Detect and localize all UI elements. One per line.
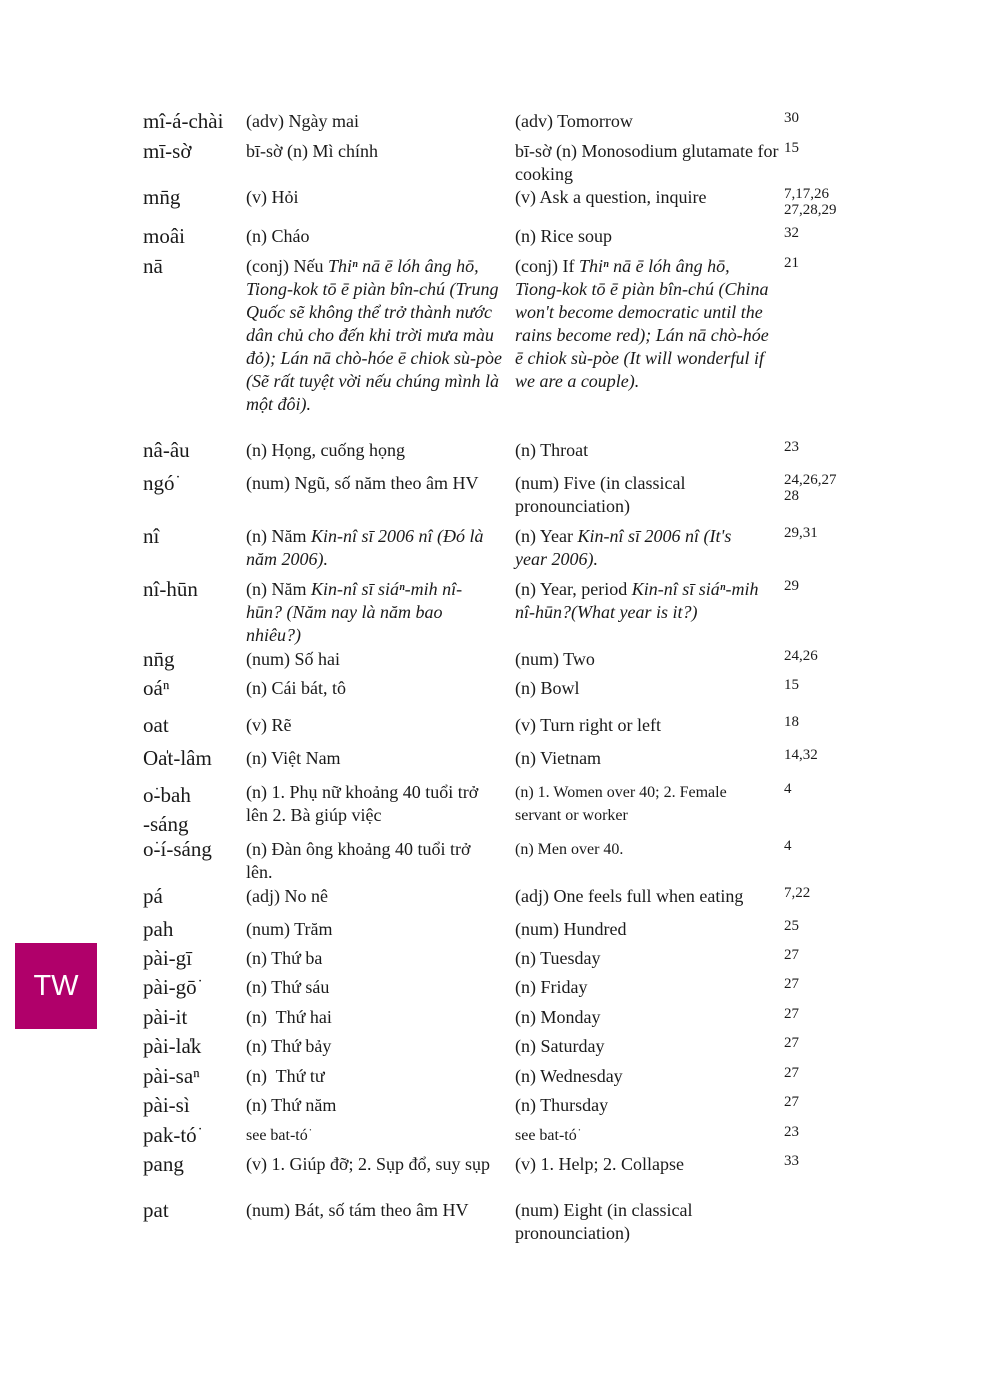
entry-pages: 24,26 xyxy=(784,648,818,664)
entry-term xyxy=(143,781,243,839)
entry-english: (v) 1. Help; 2. Collapse xyxy=(515,1154,684,1174)
entry-english: (adv) Tomorrow xyxy=(515,111,633,131)
entry-english-example: Kin-nî sī 2006 nî (It's year 2006). xyxy=(515,526,732,569)
entry-pages: 23 xyxy=(784,439,799,455)
entry-english xyxy=(515,525,765,571)
entry-pages: 15 xyxy=(784,140,799,156)
entry-term: pài-saⁿ xyxy=(143,1064,200,1088)
entry-term: nā xyxy=(143,254,163,278)
entry-vietnamese: (adv) Ngày mai xyxy=(246,111,359,131)
entry-vietnamese xyxy=(246,255,504,416)
entry-vietnamese: (v) 1. Giúp đỡ; 2. Sụp đổ, suy sụp xyxy=(246,1154,491,1174)
entry-pages: 27 xyxy=(784,1035,799,1051)
entry-term: nn̄g xyxy=(143,647,175,671)
entry-vietnamese: (n) Thứ hai xyxy=(246,1007,332,1027)
entry-pages: 32 xyxy=(784,225,799,241)
entry-english: (num) Eight (in classical pronounciation) xyxy=(515,1200,693,1243)
entry-english: (num) Two xyxy=(515,649,595,669)
entry-vietnamese: (n) Đàn ông khoảng 40 tuổi trở lên. xyxy=(246,839,471,882)
entry-vietnamese: (num) Trăm xyxy=(246,919,333,939)
entry-vietnamese: (n) 1. Phụ nữ khoảng 40 tuổi trở lên 2. Bà giúp việc xyxy=(246,782,479,825)
entry-term: mn̄g xyxy=(143,185,181,209)
entry-vietnamese-example: Kin-nî sī 2006 nî (Đó là năm 2006). xyxy=(246,526,484,569)
entry-term: nâ-âu xyxy=(143,438,190,462)
entry-vietnamese-example: Thiⁿ nā ē lóh âng hō, Tiong-kok tō ē piàn bîn-chú (Trung Quốc sẽ không thể trở thành nước dân chủ cho đến khi trời mưa màu đỏ); Lán nā chò-hóe ē chiok sù-pòe (Sẽ rất tuyệt vời nếu chúng mình là một đôi). xyxy=(246,256,502,414)
entry-pages: 24,26,27 28 xyxy=(784,472,837,504)
entry-vietnamese: (n) Họng, cuống họng xyxy=(246,440,405,460)
entry-english: (num) Five (in classical pronounciation) xyxy=(515,473,686,516)
entry-term: nî xyxy=(143,524,160,548)
entry-english: (n) Tuesday xyxy=(515,948,601,968)
entry-pages: 27 xyxy=(784,1006,799,1022)
entry-vietnamese: (n) Thứ ba xyxy=(246,948,323,968)
entry-pages: 18 xyxy=(784,714,799,730)
entry-vietnamese: (n) Thứ năm xyxy=(246,1095,337,1115)
entry-english-example: Thiⁿ nā ē lóh âng hō, Tiong-kok tō ē piàn bîn-chú (China won't become democratic until the rains become red); Lán nā chò-hóe ē chiok sù-pòe (It will wonderful if we are a couple). xyxy=(515,256,769,391)
entry-term: oáⁿ xyxy=(143,676,170,700)
entry-english: (v) Ask a question, inquire xyxy=(515,187,707,207)
entry-vietnamese: (n) Cháo xyxy=(246,226,310,246)
entry-vietnamese-prefix: (n) Năm xyxy=(246,526,311,546)
entry-vietnamese: (n) Việt Nam xyxy=(246,748,341,768)
entry-english: (n) Monday xyxy=(515,1007,601,1027)
entry-english: (n) Friday xyxy=(515,977,588,997)
entry-term: pá xyxy=(143,884,163,908)
entry-pages: 33 xyxy=(784,1153,799,1169)
entry-english: (n) Saturday xyxy=(515,1036,605,1056)
entry-term: pat xyxy=(143,1198,169,1222)
entry-vietnamese: bī-sờ (n) Mì chính xyxy=(246,141,379,161)
entry-english xyxy=(515,578,765,624)
entry-term: pah xyxy=(143,917,174,941)
entry-vietnamese: (n) Thứ bảy xyxy=(246,1036,332,1056)
entry-vietnamese xyxy=(246,578,486,647)
entry-english-prefix: (n) Year xyxy=(515,526,578,546)
entry-english: (n) Rice soup xyxy=(515,226,612,246)
entry-term: mî-á-chài xyxy=(143,109,224,133)
entry-term: pài-gī xyxy=(143,946,192,970)
entry-term: Oa̍t-lâm xyxy=(143,746,212,770)
entry-english: (n) Vietnam xyxy=(515,748,602,768)
entry-term-line: o͘-bah xyxy=(143,783,191,807)
entry-pages: 25 xyxy=(784,918,799,934)
entry-term: nî-hūn xyxy=(143,577,198,601)
side-tab-label: TW xyxy=(33,969,79,1002)
entry-pages: 30 xyxy=(784,110,799,126)
entry-vietnamese: (adj) No nê xyxy=(246,886,328,906)
side-tab xyxy=(15,943,97,1029)
entry-pages: 4 xyxy=(784,838,792,854)
entry-vietnamese-prefix: (conj) Nếu xyxy=(246,256,328,276)
entry-vietnamese: (num) Số hai xyxy=(246,649,340,669)
entry-vietnamese: (v) Hỏi xyxy=(246,187,299,207)
entry-pages: 27 xyxy=(784,1065,799,1081)
entry-english: (num) Hundred xyxy=(515,919,627,939)
entry-english: (adj) One feels full when eating xyxy=(515,886,744,906)
entry-term: pài-gō͘ xyxy=(143,975,197,999)
entry-term: pài-sì xyxy=(143,1093,190,1117)
entry-english: (n) 1. Women over 40; 2. Female servant or worker xyxy=(515,784,727,824)
entry-term: ngó͘ xyxy=(143,471,175,495)
entry-english-prefix: (n) Year, period xyxy=(515,579,632,599)
entry-pages: 7,17,26 27,28,29 xyxy=(784,186,837,218)
entry-pages: 23 xyxy=(784,1124,799,1140)
entry-pages: 7,22 xyxy=(784,885,811,901)
entry-vietnamese: (v) Rẽ xyxy=(246,715,292,735)
entry-vietnamese: (num) Ngũ, số năm theo âm HV xyxy=(246,473,479,493)
entry-pages: 14,32 xyxy=(784,747,818,763)
entry-term: pak-tó͘ xyxy=(143,1123,197,1147)
entry-pages: 27 xyxy=(784,976,799,992)
entry-vietnamese: (n) Cái bát, tô xyxy=(246,678,346,698)
entry-pages: 29 xyxy=(784,578,799,594)
entry-term: moâi xyxy=(143,224,185,248)
entry-vietnamese-prefix: (n) Năm xyxy=(246,579,311,599)
entry-vietnamese: (n) Thứ tư xyxy=(246,1066,325,1086)
entry-term-line: -sáng xyxy=(143,812,189,836)
entry-pages: 27 xyxy=(784,947,799,963)
entry-term: pang xyxy=(143,1152,184,1176)
entry-pages: 27 xyxy=(784,1094,799,1110)
entry-vietnamese-example: Kin-nî sī siáⁿ-mih nî-hūn? (Năm nay là năm bao nhiêu?) xyxy=(246,579,463,645)
entry-pages: 15 xyxy=(784,677,799,693)
entry-vietnamese: see bat-tó͘ xyxy=(246,1127,308,1144)
entry-term: o͘-í-sáng xyxy=(143,837,212,861)
entry-term: pài-it xyxy=(143,1005,188,1029)
entry-english xyxy=(515,255,780,393)
entry-english: (n) Men over 40. xyxy=(515,841,624,858)
entry-pages: 29,31 xyxy=(784,525,818,541)
entry-vietnamese xyxy=(246,525,491,571)
entry-english: (v) Turn right or left xyxy=(515,715,661,735)
entry-vietnamese: (num) Bát, số tám theo âm HV xyxy=(246,1200,469,1220)
entry-english: (n) Throat xyxy=(515,440,589,460)
entry-english-prefix: (conj) If xyxy=(515,256,579,276)
entry-term: mī-sờ xyxy=(143,139,192,163)
entry-english: bī-sờ (n) Monosodium glutamate for cooking xyxy=(515,141,779,184)
entry-english: see bat-tó͘ xyxy=(515,1127,577,1144)
entry-term: pài-la̍k xyxy=(143,1034,202,1058)
entry-english: (n) Thursday xyxy=(515,1095,609,1115)
entry-pages: 21 xyxy=(784,255,799,271)
entry-english-example: Kin-nî sī siáⁿ-mih nî-hūn?(What year is it?) xyxy=(515,579,759,622)
entry-english: (n) Bowl xyxy=(515,678,580,698)
entry-term: oat xyxy=(143,713,169,737)
entry-english: (n) Wednesday xyxy=(515,1066,623,1086)
entry-vietnamese: (n) Thứ sáu xyxy=(246,977,330,997)
entry-pages: 4 xyxy=(784,781,792,797)
